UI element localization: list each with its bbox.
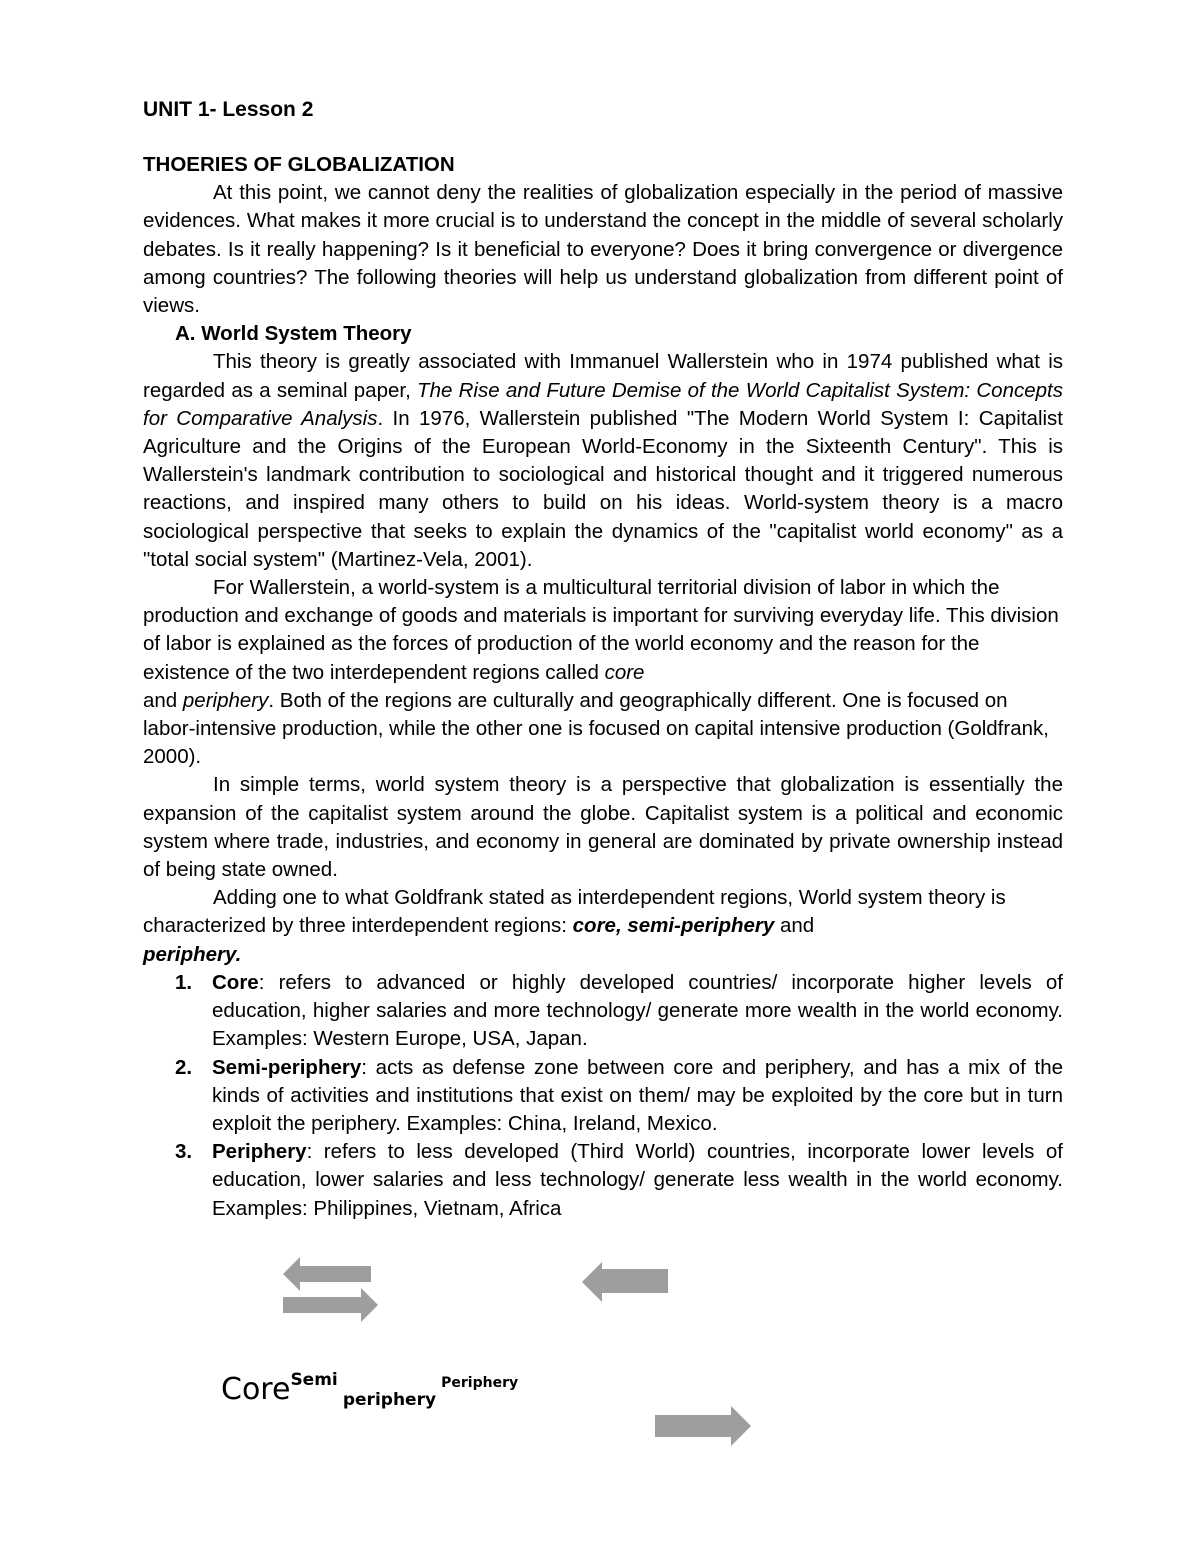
list-description: : refers to advanced or highly developed countries/ incorporate higher levels of education, higher salaries and more technology/ generate more wealth in the world economy. Examples: Western Europe, USA, Japan. [212, 970, 1063, 1051]
paragraph-text: Adding one to what Goldfrank stated as interdependent regions, World system theory is characterized by three interdependent regions: [143, 886, 1006, 938]
paragraph-text: . Both of the regions are culturally and geographically different. One is focused on labor-intensive production, while the other one is focused on capital intensive production (Goldfrank, 2000). [143, 688, 1049, 769]
list-term: Core [212, 970, 259, 994]
label-core: Core [221, 1372, 291, 1407]
list-description: : acts as defense zone between core and periphery, and has a mix of the kinds of activities and institutions that exist on them/ may be exploited by the core but in turn exploit the periphery. Examples: China, Ireland, Mexico. [212, 1055, 1063, 1135]
paragraph-text: This theory is greatly associated with Immanuel Wallerstein who in 1974 published what is regarded as a seminal paper, [143, 350, 1063, 402]
right-arrow-icon [655, 1406, 753, 1446]
label-semi: Semi [290, 1370, 338, 1390]
left-arrow-icon [582, 1262, 670, 1302]
term-periphery-final: periphery. [143, 942, 242, 966]
term-periphery: periphery [182, 688, 269, 712]
diagram-labels [221, 1370, 518, 1410]
list-description: : refers to less developed (Third World) countries, incorporate lower levels of education, lower salaries and less technology/ generate less wealth in the world economy. Examples: Philippines, Vietnam, Africa [212, 1140, 1063, 1220]
paragraph-wallerstein [143, 348, 1063, 574]
paragraph-world-system-definition: For Wallerstein, a world-system is a multicultural territorial division of labor in which the production and exchange of goods and materials is important for surviving everyday life. This division of labor is explained as the forces of production of the world economy and the reason for the existence of the two interdependent regions called core and periphery. Both of the regions are culturally and geographically different. One is focused on labor-intensive production, while the other one is focused on capital intensive production (Goldfrank, 2000). [143, 576, 1059, 769]
paper-title: The Rise and Future Demise of the World Capitalist System: Concepts for Comparative Analysis [143, 378, 1063, 430]
section-title: THOERIES OF GLOBALIZATION [143, 153, 455, 176]
paragraph-three-regions [143, 884, 1063, 969]
list-number: 3. [175, 1140, 193, 1164]
list-term: Periphery [212, 1140, 307, 1164]
document-body [143, 151, 1063, 1223]
list-term: Semi-periphery [212, 1055, 362, 1079]
connector-text: and [774, 914, 815, 938]
regions-terms: core, semi-periphery [572, 914, 775, 938]
list-item-core [143, 969, 1063, 1054]
list-number: 2. [175, 1055, 193, 1079]
list-number: 1. [175, 970, 193, 994]
left-arrow-icon [283, 1257, 373, 1291]
term-core: core [604, 660, 645, 684]
regions-list [143, 969, 1063, 1223]
paragraph-simple-terms: In simple terms, world system theory is a perspective that globalization is essentially the expansion of the capitalist system around the globe. Capitalist system is a political and economic system where trade, industries, and economy in general are dominated by private ownership instead of being state owned. [143, 773, 1063, 882]
subheading-world-system-theory: A. World System Theory [175, 322, 412, 346]
label-periphery: Periphery [441, 1375, 519, 1391]
list-item-periphery [143, 1138, 1063, 1223]
label-semi-periphery: periphery [342, 1390, 437, 1410]
list-item-semi-periphery [143, 1054, 1063, 1139]
intro-paragraph: At this point, we cannot deny the realities of globalization especially in the period of massive evidences. What makes it more crucial is to understand the concept in the middle of several scholarly debates. Is it really happening? Is it beneficial to everyone? Does it bring convergence or divergence among countries? The following theories will help us understand globalization from different point of views. [143, 181, 1063, 318]
paragraph-text: For Wallerstein, a world-system is a multicultural territorial division of labor in which the production and exchange of goods and materials is important for surviving everyday life. This division of labor is explained as the forces of production of the world economy and the reason for the existence of the two interdependent regions called [143, 576, 1059, 684]
unit-title: UNIT 1- Lesson 2 [143, 98, 314, 121]
right-arrow-icon [283, 1288, 379, 1322]
paragraph-text: . In 1976, Wallerstein published "The Modern World System I: Capitalist Agriculture and the Origins of the European World-Economy in the Sixteenth Century". This is Wallerstein's landmark contribution to sociological and historical thought and it triggered numerous reactions, and inspired many others to build on his ideas. World-system theory is a macro sociological perspective that seeks to explain the dynamics of the "capitalist world economy" as a "total social system" (Martinez-Vela, 2001). [143, 406, 1064, 571]
